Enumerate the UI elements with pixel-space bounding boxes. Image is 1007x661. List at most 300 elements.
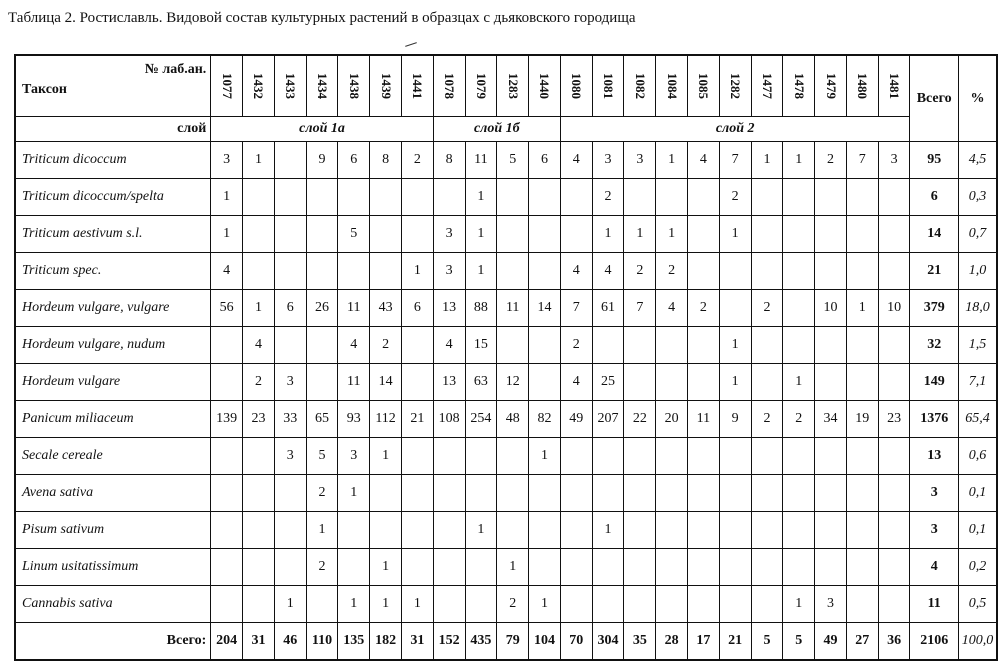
count-cell (370, 216, 402, 253)
count-cell (719, 475, 751, 512)
count-cell: 48 (497, 401, 529, 438)
count-cell (815, 512, 847, 549)
sample-header-cell (751, 55, 783, 117)
count-cell (211, 475, 243, 512)
count-cell (846, 475, 878, 512)
count-cell (751, 512, 783, 549)
count-cell (624, 512, 656, 549)
count-cell (878, 438, 910, 475)
count-cell (529, 549, 561, 586)
count-cell (688, 216, 720, 253)
count-cell (719, 253, 751, 290)
count-cell: 4 (560, 364, 592, 401)
count-cell (656, 512, 688, 549)
count-cell: 15 (465, 327, 497, 364)
row-total: 3 (910, 475, 958, 512)
row-percent: 0,1 (958, 475, 997, 512)
count-cell (783, 290, 815, 327)
count-cell: 23 (878, 401, 910, 438)
totals-label: Всего: (15, 623, 211, 661)
count-cell: 2 (751, 401, 783, 438)
sample-header-cell (243, 55, 275, 117)
count-cell: 3 (624, 142, 656, 179)
taxon-name: Triticum spec. (15, 253, 211, 290)
count-cell: 139 (211, 401, 243, 438)
count-cell: 254 (465, 401, 497, 438)
row-percent: 1,0 (958, 253, 997, 290)
count-cell (751, 438, 783, 475)
count-cell (783, 549, 815, 586)
row-total: 1376 (910, 401, 958, 438)
count-cell (783, 475, 815, 512)
sample-header-cell (401, 55, 433, 117)
count-cell: 11 (688, 401, 720, 438)
count-cell: 5 (497, 142, 529, 179)
count-cell (274, 253, 306, 290)
sample-number: 1440 (537, 72, 553, 99)
count-cell: 10 (815, 290, 847, 327)
count-cell (878, 253, 910, 290)
count-cell (592, 549, 624, 586)
sample-header-cell (274, 55, 306, 117)
taxon-name: Hordeum vulgare, vulgare (15, 290, 211, 327)
count-cell (815, 364, 847, 401)
row-percent: 65,4 (958, 401, 997, 438)
row-total: 3 (910, 512, 958, 549)
count-cell (656, 475, 688, 512)
count-cell (688, 253, 720, 290)
count-cell: 1 (624, 216, 656, 253)
sample-number: 1282 (728, 72, 744, 99)
count-cell: 22 (624, 401, 656, 438)
count-cell (719, 290, 751, 327)
count-cell (656, 438, 688, 475)
count-cell: 11 (338, 364, 370, 401)
taxon-name: Cannabis sativa (15, 586, 211, 623)
count-cell (529, 512, 561, 549)
count-cell: 2 (401, 142, 433, 179)
count-cell (560, 549, 592, 586)
column-total: 152 (433, 623, 465, 661)
count-cell (465, 549, 497, 586)
sample-header-cell (497, 55, 529, 117)
count-cell: 19 (846, 401, 878, 438)
count-cell: 1 (465, 216, 497, 253)
count-cell: 1 (274, 586, 306, 623)
count-cell (401, 438, 433, 475)
table-row (15, 549, 997, 586)
column-total: 28 (656, 623, 688, 661)
count-cell (560, 586, 592, 623)
count-cell (751, 586, 783, 623)
count-cell: 25 (592, 364, 624, 401)
count-cell (656, 549, 688, 586)
count-cell: 1 (465, 179, 497, 216)
table-row (15, 401, 997, 438)
count-cell (878, 327, 910, 364)
count-cell (497, 475, 529, 512)
count-cell: 2 (624, 253, 656, 290)
count-cell (846, 216, 878, 253)
count-cell (846, 438, 878, 475)
taxon-name: Triticum aestivum s.l. (15, 216, 211, 253)
count-cell: 20 (656, 401, 688, 438)
count-cell (846, 179, 878, 216)
count-cell (497, 327, 529, 364)
taxon-label: Таксон (22, 82, 67, 97)
column-total: 49 (815, 623, 847, 661)
count-cell: 6 (274, 290, 306, 327)
count-cell: 34 (815, 401, 847, 438)
layer-group-header: слой 1а (211, 117, 433, 142)
count-cell: 7 (719, 142, 751, 179)
count-cell (306, 253, 338, 290)
count-cell (878, 512, 910, 549)
layer-label: слой (15, 117, 211, 142)
count-cell (783, 512, 815, 549)
count-cell: 1 (370, 586, 402, 623)
count-cell: 1 (656, 142, 688, 179)
count-cell: 23 (243, 401, 275, 438)
sample-number: 1078 (442, 72, 458, 99)
count-cell: 61 (592, 290, 624, 327)
sample-header-cell (656, 55, 688, 117)
count-cell: 1 (306, 512, 338, 549)
count-cell: 63 (465, 364, 497, 401)
count-cell: 2 (243, 364, 275, 401)
count-cell (656, 364, 688, 401)
count-cell (497, 216, 529, 253)
count-cell (401, 512, 433, 549)
grand-percent: 100,0 (958, 623, 997, 661)
column-total: 135 (338, 623, 370, 661)
total-header: Всего (910, 55, 958, 142)
sample-header-cell (433, 55, 465, 117)
count-cell: 2 (783, 401, 815, 438)
count-cell (274, 216, 306, 253)
table-row (15, 512, 997, 549)
sample-number: 1283 (505, 72, 521, 99)
row-total: 14 (910, 216, 958, 253)
sample-header-cell (815, 55, 847, 117)
row-total: 11 (910, 586, 958, 623)
column-total: 70 (560, 623, 592, 661)
table-row (15, 179, 997, 216)
sample-header-cell (592, 55, 624, 117)
count-cell: 4 (688, 142, 720, 179)
sample-header-cell (878, 55, 910, 117)
count-cell (815, 475, 847, 512)
count-cell (751, 327, 783, 364)
count-cell: 1 (211, 179, 243, 216)
count-cell: 3 (592, 142, 624, 179)
sample-header-cell (370, 55, 402, 117)
count-cell (719, 512, 751, 549)
row-total: 13 (910, 438, 958, 475)
count-cell (878, 364, 910, 401)
count-cell (846, 253, 878, 290)
count-cell (688, 586, 720, 623)
count-cell (433, 475, 465, 512)
count-cell (211, 549, 243, 586)
count-cell (815, 253, 847, 290)
count-cell (688, 364, 720, 401)
row-total: 4 (910, 549, 958, 586)
sample-number: 1084 (664, 72, 680, 99)
stray-mark (405, 42, 417, 47)
sample-number: 1478 (791, 72, 807, 99)
count-cell (846, 327, 878, 364)
count-cell: 1 (370, 549, 402, 586)
row-percent: 1,5 (958, 327, 997, 364)
count-cell (306, 216, 338, 253)
count-cell (751, 253, 783, 290)
count-cell: 6 (338, 142, 370, 179)
row-percent: 0,1 (958, 512, 997, 549)
count-cell: 1 (211, 216, 243, 253)
count-cell: 1 (719, 216, 751, 253)
count-cell: 49 (560, 401, 592, 438)
row-percent: 0,5 (958, 586, 997, 623)
count-cell (306, 586, 338, 623)
count-cell: 1 (497, 549, 529, 586)
count-cell (465, 586, 497, 623)
column-total: 46 (274, 623, 306, 661)
table-row (15, 438, 997, 475)
count-cell (783, 216, 815, 253)
count-cell (815, 327, 847, 364)
count-cell: 6 (401, 290, 433, 327)
count-cell: 1 (592, 512, 624, 549)
count-cell (656, 179, 688, 216)
count-cell: 7 (560, 290, 592, 327)
count-cell: 1 (338, 475, 370, 512)
count-cell (243, 179, 275, 216)
layer-group-header: слой 2 (560, 117, 910, 142)
count-cell (274, 512, 306, 549)
count-cell (243, 586, 275, 623)
sample-number: 1079 (473, 72, 489, 99)
count-cell (529, 179, 561, 216)
count-cell: 3 (878, 142, 910, 179)
column-total: 5 (751, 623, 783, 661)
row-total: 21 (910, 253, 958, 290)
count-cell: 2 (656, 253, 688, 290)
count-cell (306, 179, 338, 216)
count-cell (401, 327, 433, 364)
count-cell (878, 549, 910, 586)
count-cell: 10 (878, 290, 910, 327)
count-cell (497, 512, 529, 549)
count-cell: 33 (274, 401, 306, 438)
count-cell (211, 327, 243, 364)
count-cell (592, 475, 624, 512)
count-cell: 7 (846, 142, 878, 179)
count-cell: 3 (338, 438, 370, 475)
count-cell (243, 216, 275, 253)
count-cell (274, 475, 306, 512)
count-cell: 1 (783, 364, 815, 401)
count-cell (529, 216, 561, 253)
count-cell: 14 (529, 290, 561, 327)
sample-number: 1477 (759, 72, 775, 99)
count-cell: 2 (815, 142, 847, 179)
row-total: 6 (910, 179, 958, 216)
count-cell (401, 549, 433, 586)
count-cell (370, 475, 402, 512)
count-cell (592, 586, 624, 623)
count-cell (624, 586, 656, 623)
count-cell (878, 216, 910, 253)
sample-number: 1480 (855, 72, 871, 99)
count-cell (529, 475, 561, 512)
count-cell (719, 438, 751, 475)
count-cell (560, 216, 592, 253)
row-percent: 0,6 (958, 438, 997, 475)
taxon-name: Pisum sativum (15, 512, 211, 549)
sample-header-cell (211, 55, 243, 117)
count-cell (211, 512, 243, 549)
taxon-name: Triticum dicoccum (15, 142, 211, 179)
count-cell (211, 586, 243, 623)
sample-header-cell (688, 55, 720, 117)
count-cell (815, 438, 847, 475)
row-total: 149 (910, 364, 958, 401)
count-cell: 12 (497, 364, 529, 401)
sample-number: 1433 (283, 72, 299, 99)
count-cell: 5 (306, 438, 338, 475)
count-cell (656, 586, 688, 623)
sample-header-cell (465, 55, 497, 117)
count-cell: 9 (306, 142, 338, 179)
count-cell (465, 475, 497, 512)
table-row (15, 586, 997, 623)
sample-number: 1085 (696, 72, 712, 99)
count-cell (688, 512, 720, 549)
column-total: 182 (370, 623, 402, 661)
count-cell: 7 (624, 290, 656, 327)
column-total: 21 (719, 623, 751, 661)
count-cell (815, 216, 847, 253)
count-cell (783, 327, 815, 364)
column-total: 31 (401, 623, 433, 661)
count-cell (274, 179, 306, 216)
table-row (15, 364, 997, 401)
count-cell: 26 (306, 290, 338, 327)
count-cell: 4 (656, 290, 688, 327)
column-total: 17 (688, 623, 720, 661)
column-total: 304 (592, 623, 624, 661)
column-total: 31 (243, 623, 275, 661)
row-percent: 0,3 (958, 179, 997, 216)
count-cell: 8 (370, 142, 402, 179)
count-cell: 112 (370, 401, 402, 438)
count-cell: 6 (529, 142, 561, 179)
count-cell (846, 512, 878, 549)
count-cell: 4 (592, 253, 624, 290)
count-cell (370, 179, 402, 216)
table-row (15, 290, 997, 327)
count-cell (497, 253, 529, 290)
count-cell (878, 475, 910, 512)
count-cell: 1 (592, 216, 624, 253)
count-cell (529, 253, 561, 290)
count-cell: 93 (338, 401, 370, 438)
count-cell (751, 549, 783, 586)
count-cell (465, 438, 497, 475)
count-cell (433, 549, 465, 586)
count-cell (656, 327, 688, 364)
count-cell: 1 (370, 438, 402, 475)
taxon-name: Panicum miliaceum (15, 401, 211, 438)
sample-header-cell (624, 55, 656, 117)
count-cell: 3 (815, 586, 847, 623)
count-cell: 1 (719, 364, 751, 401)
count-cell: 65 (306, 401, 338, 438)
count-cell: 1 (401, 253, 433, 290)
count-cell (243, 549, 275, 586)
taxon-name: Hordeum vulgare (15, 364, 211, 401)
count-cell (306, 327, 338, 364)
count-cell (751, 179, 783, 216)
count-cell (338, 253, 370, 290)
table-body (15, 142, 997, 623)
count-cell: 207 (592, 401, 624, 438)
count-cell: 56 (211, 290, 243, 327)
count-cell: 8 (433, 142, 465, 179)
column-total: 35 (624, 623, 656, 661)
count-cell: 43 (370, 290, 402, 327)
count-cell (783, 179, 815, 216)
sample-header-cell (306, 55, 338, 117)
count-cell (529, 364, 561, 401)
count-cell (274, 142, 306, 179)
count-cell (751, 475, 783, 512)
count-cell: 1 (465, 512, 497, 549)
count-cell (815, 549, 847, 586)
count-cell: 2 (592, 179, 624, 216)
count-cell: 3 (274, 438, 306, 475)
count-cell: 108 (433, 401, 465, 438)
count-cell: 4 (433, 327, 465, 364)
table-row (15, 475, 997, 512)
count-cell (560, 475, 592, 512)
count-cell: 1 (529, 586, 561, 623)
count-cell (624, 327, 656, 364)
sample-number: 1479 (823, 72, 839, 99)
count-cell: 82 (529, 401, 561, 438)
row-total: 379 (910, 290, 958, 327)
row-percent: 7,1 (958, 364, 997, 401)
column-total: 110 (306, 623, 338, 661)
count-cell (560, 438, 592, 475)
count-cell: 3 (211, 142, 243, 179)
count-cell (688, 549, 720, 586)
sample-number: 1481 (887, 72, 903, 99)
count-cell (688, 179, 720, 216)
table-row (15, 253, 997, 290)
count-cell (783, 438, 815, 475)
sample-number: 1432 (251, 72, 267, 99)
count-cell: 2 (688, 290, 720, 327)
row-total: 32 (910, 327, 958, 364)
sample-number: 1077 (219, 72, 235, 99)
taxon-header-cell (15, 55, 211, 117)
count-cell (211, 364, 243, 401)
count-cell (401, 364, 433, 401)
count-cell (624, 549, 656, 586)
count-cell: 4 (560, 142, 592, 179)
